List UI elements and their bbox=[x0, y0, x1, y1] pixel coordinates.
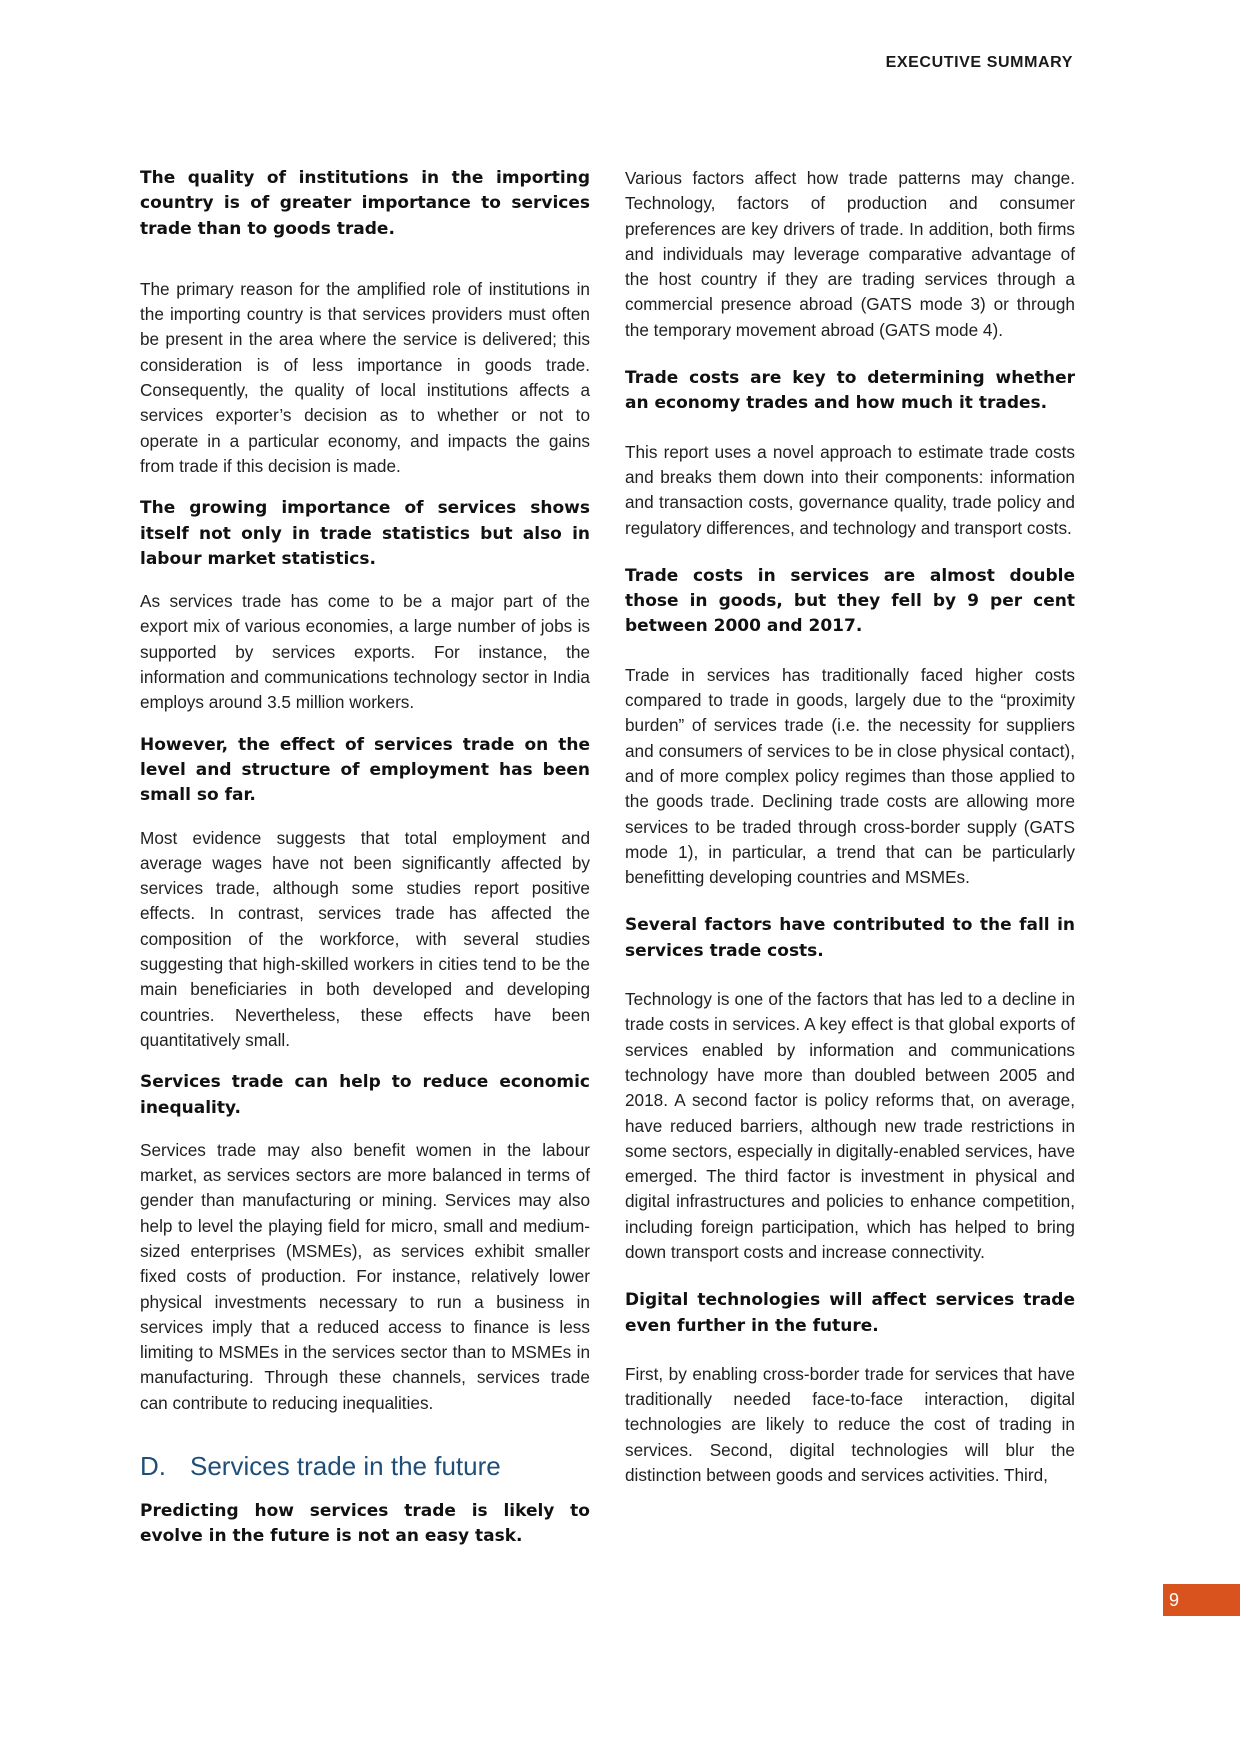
paragraph-inequality: Services trade may also benefit women in the labour market, as services sectors are more balanced in terms of gender than manufacturing or mining. Services may also help to level the playing field for micro, small and medium-sized enterprises (MSMEs), as services exhibit smaller fixed costs of production. For instance, relatively lower physical investments necessary to run a business in services imply that a reduced access to finance is less limiting to MSMEs in the services sector than to MSMEs in manufacturing. Through these channels, services trade can contribute to reducing inequalities. bbox=[140, 1139, 590, 1413]
paragraph-jobs: As services trade has come to be a major part of the export mix of various economies, a large number of jobs is supported by services exports. For instance, the information and communications technology sector in India employs around 3.5 million workers. bbox=[140, 591, 590, 713]
paragraph-technology: Technology is one of the factors that has led to a decline in trade costs in services. A key effect is that global exports of services enabled by information and communications technology have more than doubled between 2005 and 2018. A second factor is policy reforms that, on average, have reduced barriers, although new trade restrictions in some sectors, especially in digitally-enabled services, have emerged. The third factor is investment in physical and digital infrastructures and policies to enhance competition, including foreign participation, which has helped to bring down transport costs and increase connectivity. bbox=[625, 989, 1075, 1262]
highlight-factors: Several factors have contributed to the fall in services trade costs. bbox=[625, 915, 1075, 961]
highlight-trade-costs: Trade costs are key to determining whether an economy trades and how much it trades. bbox=[625, 368, 1075, 414]
paragraph-proximity-burden: Trade in services has traditionally faced higher costs compared to trade in goods, largely due to the “proximity burden” of services trade (i.e. the necessity for suppliers and consumers of services to be in close physical contact), and of more complex policy regimes than those applied to the goods trade. Declining trade costs are allowing more services to be traded through cross-border supply (GATS mode 1), in particular, a trend that can be particularly benefitting developing countries and MSMEs. bbox=[625, 664, 1075, 888]
left-column bbox=[140, 166, 590, 1550]
section-letter: D. bbox=[140, 1451, 166, 1482]
section-title: Services trade in the future bbox=[190, 1451, 501, 1482]
page-number-badge: 9 bbox=[1163, 1584, 1240, 1616]
highlight-inequality: Services trade can help to reduce economic inequality. bbox=[140, 1072, 590, 1118]
highlight-digital: Digital technologies will affect services trade even further in the future. bbox=[625, 1290, 1075, 1336]
paragraph-digital-future: First, by enabling cross-border trade for services that have traditionally needed face-to-face interaction, digital technologies are likely to reduce the cost of trading in services. Second, digital technologies will blur the distinction between goods and services activities. Third, bbox=[625, 1363, 1075, 1486]
paragraph-institutions: The primary reason for the amplified role of institutions in the importing country is that services providers must often be present in the area where the service is delivered; this consideration is of less importance in goods trade. Consequently, the quality of local institutions affects a services exporter’s decision as to whether or not to operate in a particular economy, and impacts the gains from trade if this decision is made. bbox=[140, 278, 590, 476]
section-heading bbox=[140, 1451, 590, 1481]
right-column bbox=[625, 166, 1075, 1488]
highlight-employment: However, the effect of services trade on the level and structure of employment has been small so far. bbox=[140, 734, 590, 806]
highlight-double-costs: Trade costs in services are almost double those in goods, but they fell by 9 per cent between 2000 and 2017. bbox=[625, 565, 1075, 637]
highlight-institutions: The quality of institutions in the importing country is of greater importance to services trade than to goods trade. bbox=[140, 168, 590, 239]
paragraph-employment: Most evidence suggests that total employment and average wages have not been significantly affected by services trade, although some studies report positive effects. In contrast, services trade has affected the composition of the workforce, with several studies suggesting that high-skilled workers in cities tend to be the main beneficiaries in both developed and developing countries. Nevertheless, these effects have been quantitatively small. bbox=[140, 827, 590, 1050]
highlight-future: Predicting how services trade is likely to evolve in the future is not an easy task. bbox=[140, 1501, 590, 1547]
highlight-labour-market: The growing importance of services shows itself not only in trade statistics but also in labour market statistics. bbox=[140, 498, 590, 569]
paragraph-novel-approach: This report uses a novel approach to estimate trade costs and breaks them down into their components: information and transaction costs, governance quality, trade policy and regulatory differences, and technology and transport costs. bbox=[625, 441, 1075, 538]
running-header: EXECUTIVE SUMMARY bbox=[885, 54, 1073, 71]
paragraph-trade-patterns: Various factors affect how trade patterns may change. Technology, factors of production and consumer preferences are key drivers of trade. In addition, both firms and individuals may leverage comparative advantage of the host country if they are trading services through a commercial presence abroad (GATS mode 3) or through the temporary movement abroad (GATS mode 4). bbox=[625, 168, 1075, 340]
